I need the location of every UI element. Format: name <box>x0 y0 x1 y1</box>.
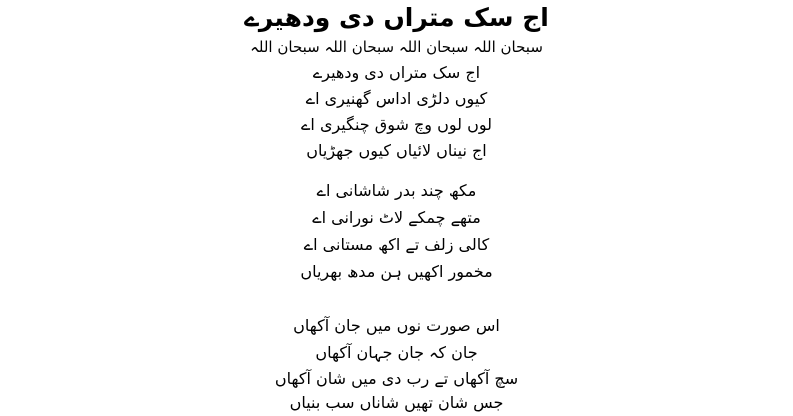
verse-line: مخمور اکھیں ہن مدھ بھریاں <box>300 262 493 281</box>
verse-line: جان کہ جان جہان آکھاں <box>315 343 478 362</box>
poem-subtitle: سبحان اللہ سبحان اللہ سبحان اللہ سبحان اللہ <box>250 38 543 56</box>
verse-line: لوں لوں وچ شوق چنگیری اے <box>301 115 492 134</box>
verse-line: اج سک متراں دی ودھیرے <box>312 63 481 82</box>
verse-line: متھے چمکے لاٹ نورانی اے <box>312 208 481 227</box>
poem-title: اج سک متراں دی ودھیرے <box>244 3 549 32</box>
verse-line: اج نیناں لائیاں کیوں جھڑیاں <box>306 141 487 160</box>
verse-line: جس شان تھیں شاناں سب بنیاں <box>289 393 504 412</box>
verse-line: اس صورت نوں میں جان آکھاں <box>293 316 500 335</box>
verse-line: کالی زلف تے اکھ مستانی اے <box>303 235 490 254</box>
verse-line: کیوں دلڑی اداس گھنیری اے <box>305 89 488 108</box>
verse-line: سچ آکھاں تے رب دی میں شان آکھاں <box>274 369 519 388</box>
verse-line: مکھ چند بدر شاشانی اے <box>316 181 477 200</box>
